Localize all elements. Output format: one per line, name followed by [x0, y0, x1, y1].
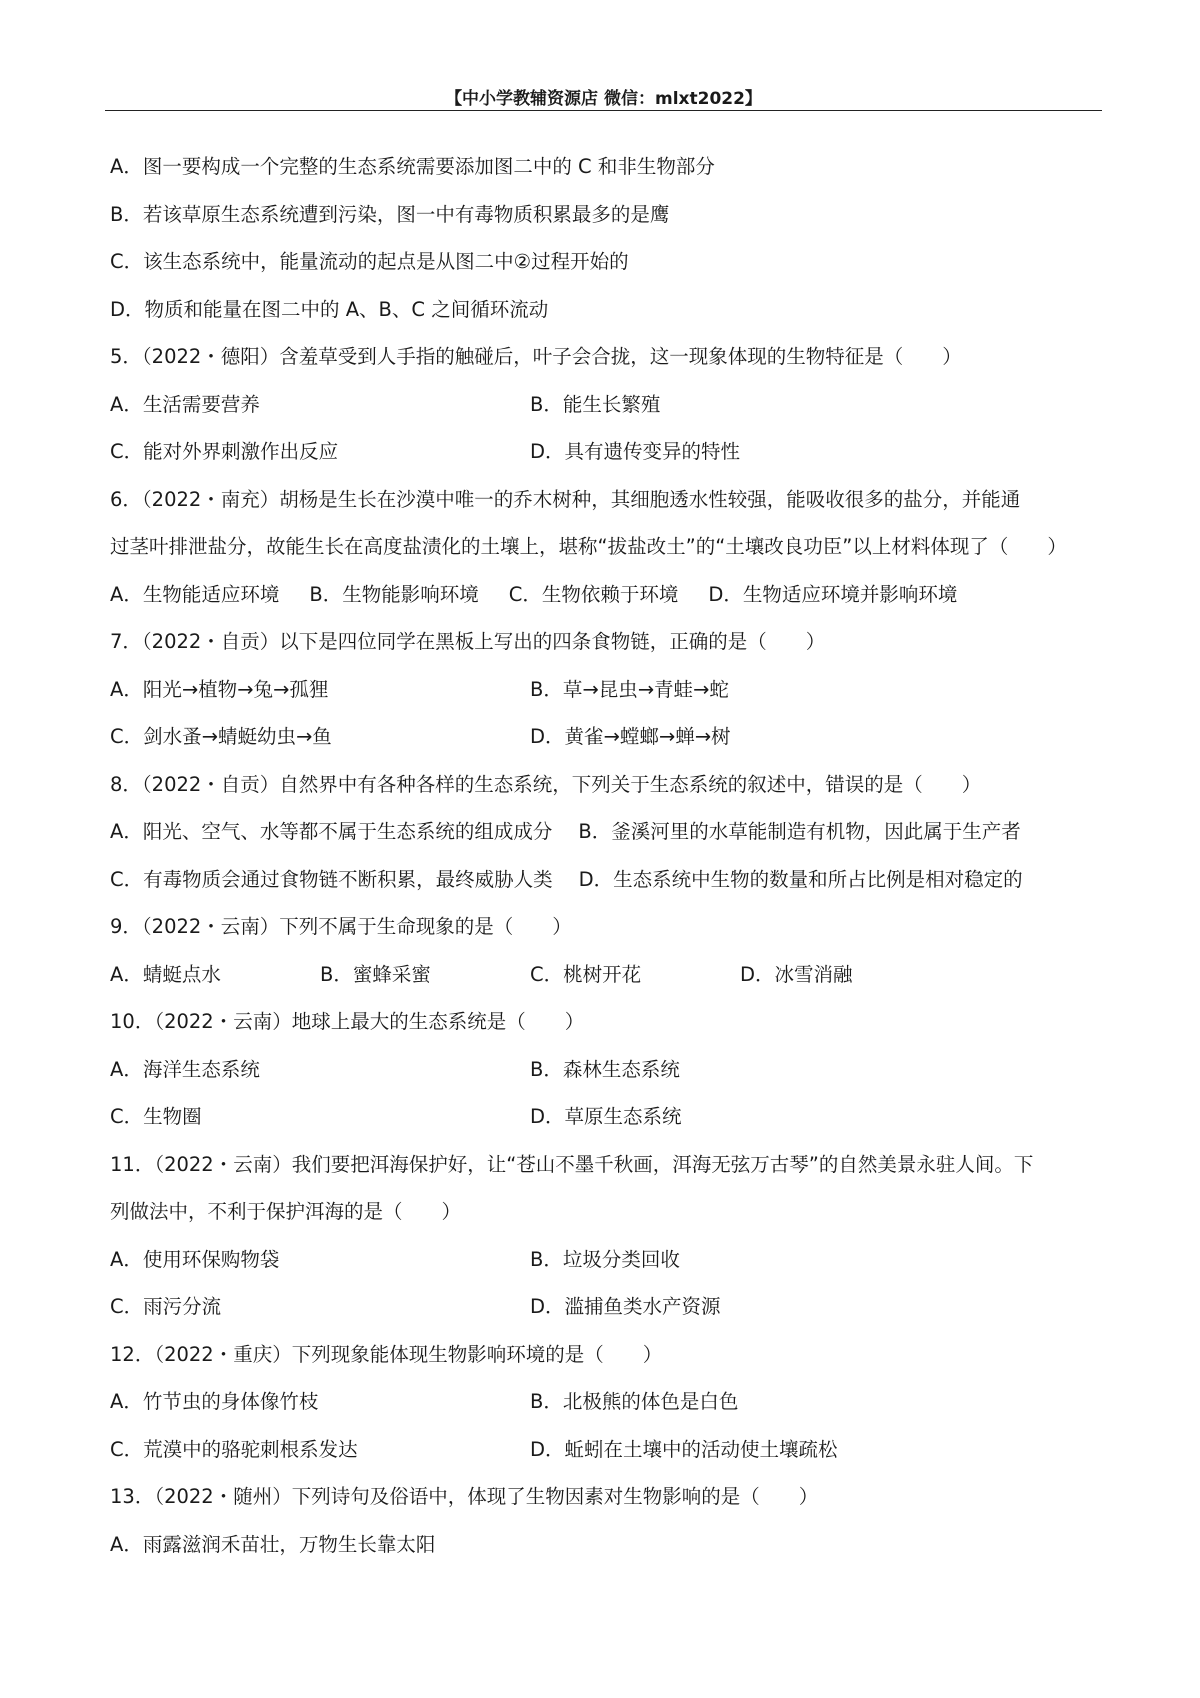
q10-option-d: D．草原生态系统 [530, 1105, 682, 1128]
q5-options-row2 [110, 435, 1100, 483]
header-rule [105, 110, 1102, 111]
q11-options-row1 [110, 1243, 1100, 1291]
q8-option-a: A．阳光、空气、水等都不属于生态系统的组成成分 [110, 820, 553, 843]
q4-option-c: C．该生态系统中，能量流动的起点是从图二中②过程开始的 [110, 250, 629, 273]
q6-option-a: A．生物能适应环境 [110, 582, 280, 606]
q12-option-a: A．竹节虫的身体像竹枝 [110, 1390, 319, 1413]
q7-option-b: B．草→昆虫→青蛙→蛇 [530, 677, 729, 701]
q12-option-c: C．荒漠中的骆驼刺根系发达 [110, 1437, 358, 1461]
q12-options-row1 [110, 1385, 1100, 1433]
q7-option-c: C．剑水蚤→蜻蜓幼虫→鱼 [110, 725, 332, 748]
q13-option-a: A．雨露滋润禾苗壮，万物生长靠太阳 [110, 1532, 436, 1556]
q12-option-d: D．蚯蚓在土壤中的活动使土壤疏松 [530, 1437, 838, 1461]
q7-options-row1 [110, 673, 1100, 721]
q7-options-row2 [110, 720, 1100, 768]
q6-option-d: D．生物适应环境并影响环境 [708, 582, 958, 606]
q10-option-a: A．海洋生态系统 [110, 1057, 260, 1081]
q8-stem: 8．（2022・自贡）自然界中有各种各样的生态系统，下列关于生态系统的叙述中，错误的是（ ） [110, 772, 982, 796]
q10-option-c: C．生物圈 [110, 1105, 202, 1128]
q5-option-c: C．能对外界刺激作出反应 [110, 440, 339, 463]
q10-options-row1 [110, 1053, 1100, 1101]
q12-stem: 12．（2022・重庆）下列现象能体现生物影响环境的是（ ） [110, 1342, 663, 1366]
q6-stem-line1: 6．（2022・南充）胡杨是生长在沙漠中唯一的乔木树种，其细胞透水性较强，能吸收很多的盐分，并能通 [110, 487, 1021, 511]
q11-option-d: D．滥捕鱼类水产资源 [530, 1295, 721, 1318]
q9-option-a: A．蜻蜓点水 [110, 962, 221, 986]
question-list [110, 150, 1100, 1575]
q11-option-a: A．使用环保购物袋 [110, 1247, 280, 1271]
q7-option-d: D．黄雀→螳螂→蝉→树 [530, 725, 731, 748]
q12-option-b: B．北极熊的体色是白色 [530, 1390, 739, 1413]
q8-option-b: B．釜溪河里的水草能制造有机物，因此属于生产者 [578, 820, 1021, 843]
q4-option-d: D．物质和能量在图二中的 A、B、C 之间循环流动 [110, 297, 549, 321]
q10-stem: 10．（2022・云南）地球上最大的生态系统是（ ） [110, 1010, 585, 1033]
q9-stem: 9．（2022・云南）下列不属于生命现象的是（ ） [110, 915, 572, 938]
q6-stem-line2: 过茎叶排泄盐分，故能生长在高度盐渍化的土壤上，堪称“拔盐改土”的“土壤改良功臣”以上材料体现了（ ） [110, 535, 1067, 558]
q5-option-a: A．生活需要营养 [110, 392, 260, 416]
q10-option-b: B．森林生态系统 [530, 1057, 680, 1081]
q5-option-b: B．能生长繁殖 [530, 392, 661, 416]
q8-options-row1 [110, 815, 1100, 863]
q11-option-c: C．雨污分流 [110, 1295, 222, 1318]
q4-option-a: A．图一要构成一个完整的生态系统需要添加图二中的 C 和非生物部分 [110, 155, 715, 178]
q11-options-row2 [110, 1290, 1100, 1338]
q8-option-d: D．生态系统中生物的数量和所占比例是相对稳定的 [578, 867, 1023, 891]
q6-options-row [110, 578, 1100, 626]
page-header: 【中小学教辅资源店 微信：mlxt2022】 [445, 89, 762, 109]
q9-option-b: B．蜜蜂采蜜 [320, 962, 431, 986]
q7-stem: 7．（2022・自贡）以下是四位同学在黑板上写出的四条食物链，正确的是（ ） [110, 630, 826, 653]
q13-stem: 13．（2022・随州）下列诗句及俗语中，体现了生物因素对生物影响的是（ ） [110, 1485, 819, 1508]
q8-options-row2 [110, 863, 1100, 911]
q9-option-d: D．冰雪消融 [740, 962, 853, 986]
q9-options-row [110, 958, 1100, 1006]
q11-stem-line2: 列做法中，不利于保护洱海的是（ ） [110, 1200, 462, 1223]
q5-stem: 5．（2022・德阳）含羞草受到人手指的触碰后，叶子会合拢，这一现象体现的生物特征是（ ） [110, 345, 962, 368]
q6-option-c: C．生物依赖于环境 [508, 582, 679, 606]
q10-options-row2 [110, 1100, 1100, 1148]
q6-option-b: B．生物能影响环境 [309, 582, 479, 606]
q8-option-c: C．有毒物质会通过食物链不断积累，最终威胁人类 [110, 867, 553, 891]
q5-option-d: D．具有遗传变异的特性 [530, 440, 741, 463]
q4-option-b: B．若该草原生态系统遭到污染，图一中有毒物质积累最多的是鹰 [110, 202, 670, 226]
q9-option-c: C．桃树开花 [530, 962, 642, 986]
q7-option-a: A．阳光→植物→兔→孤狸 [110, 677, 329, 701]
q11-stem-line1: 11．（2022・云南）我们要把洱海保护好，让“苍山不墨千秋画，洱海无弦万古琴”的自然美景永驻人间。下 [110, 1152, 1034, 1176]
q12-options-row2 [110, 1433, 1100, 1481]
q5-options-row1 [110, 388, 1100, 436]
q11-option-b: B．垃圾分类回收 [530, 1247, 680, 1271]
